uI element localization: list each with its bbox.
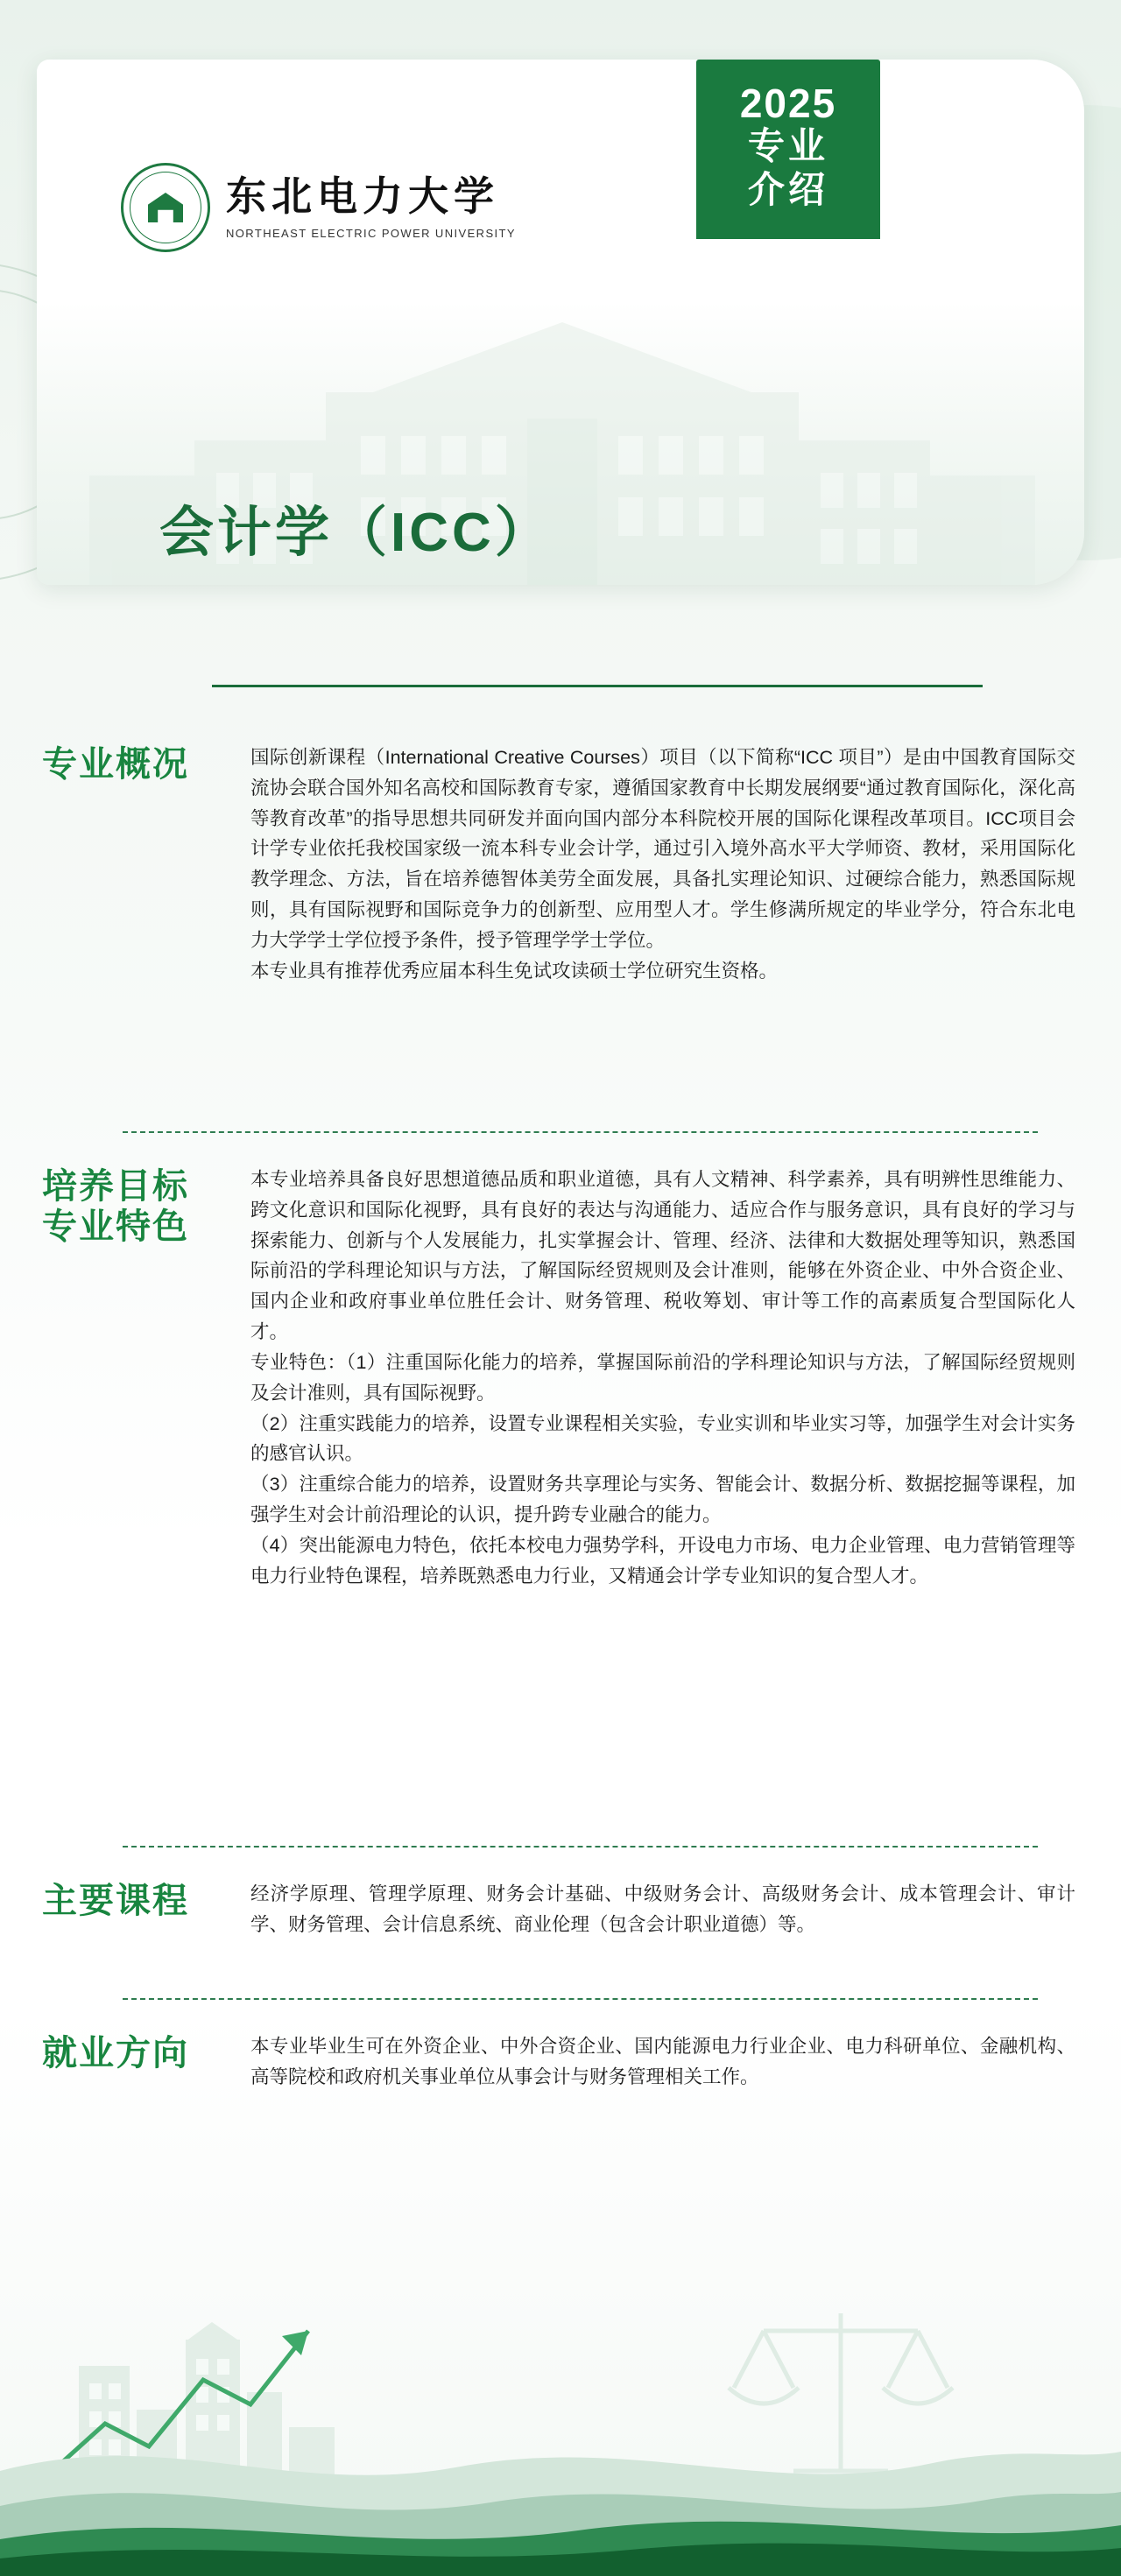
divider-1 [123, 1131, 1038, 1133]
section-body-courses [250, 1879, 1075, 1940]
ribbon-tail [696, 211, 880, 230]
section-title-line2: 专业特色 [42, 1207, 189, 1246]
university-seal-icon [121, 163, 210, 252]
paragraph: 本专业具有推荐优秀应届本科生免试攻读硕士学位研究生资格。 [250, 960, 779, 982]
paragraph: （4）突出能源电力特色，依托本校电力强势学科，开设电力市场、电力企业管理、电力营销管理等电力行业特色课程，培养既熟悉电力行业，又精通会计学专业知识的复合型人才。 [250, 1534, 1075, 1587]
section-body-employment [250, 2031, 1075, 2093]
section-courses [42, 1879, 1075, 1940]
footer-illustration [0, 2208, 1121, 2576]
page-title: 会计学（ICC） [159, 503, 553, 563]
paragraph: （3）注重综合能力的培养，设置财务共享理论与实务、智能会计、数据分析、数据挖掘等课程，加强学生对会计前沿理论的认识，提升跨专业融合的能力。 [250, 1474, 1075, 1526]
section-overview [42, 743, 1075, 987]
ribbon-line2: 介绍 [747, 168, 828, 210]
section-employment [42, 2031, 1075, 2093]
section-title-line1: 培养目标 [42, 1167, 189, 1206]
ribbon-year: 2025 [739, 81, 837, 126]
top-divider [212, 685, 983, 687]
scales-icon [729, 2313, 953, 2471]
section-title-employment: 就业方向 [42, 2034, 189, 2073]
paragraph: （2）注重实践能力的培养，设置专业课程相关实验，专业实训和毕业实习等，加强学生对会计实务的感官认识。 [250, 1412, 1075, 1465]
section-title-courses: 主要课程 [42, 1882, 189, 1920]
ribbon-line1: 专业 [747, 125, 828, 167]
university-name-en: NORTHEAST ELECTRIC POWER UNIVERSITY [226, 226, 516, 240]
paragraph: 专业特色：（1）注重国际化能力的培养，掌握国际前沿的学科理论知识与方法，了解国际经贸规则及会计准则，具有国际视野。 [250, 1351, 1075, 1404]
year-ribbon [696, 60, 880, 239]
paragraph: 经济学原理、管理学原理、财务会计基础、中级财务会计、高级财务会计、成本管理会计、审计学、财务管理、会计信息系统、商业伦理（包含会计职业道德）等。 [250, 1883, 1075, 1935]
divider-2 [123, 1846, 1038, 1848]
section-title-overview: 专业概况 [42, 745, 189, 784]
divider-3 [123, 1998, 1038, 2000]
section-body-goals [250, 1165, 1075, 1592]
university-name-cn: 东北电力大学 [226, 174, 499, 220]
section-goals [42, 1165, 1075, 1592]
paragraph: 本专业培养具备良好思想道德品质和职业道德，具有人文精神、科学素养，具有明辨性思维能力、跨文化意识和国际化视野，具有良好的表达与沟通能力、适应合作与服务意识，具有良好的学习与探索能力、创新与个人发展能力，扎实掌握会计、管理、经济、法律和大数据处理等知识，熟悉国际前沿的学科理论知识与方法，了解国际经贸规则及会计准则，能够在外资企业、中外合资企业、国内企业和政府事业单位胜任会计、财务管理、税收筹划、审计等工作的高素质复合型国际化人才。 [250, 1169, 1075, 1343]
paragraph: 国际创新课程（International Creative Courses）项目（以下简称“ICC 项目”）是由中国教育国际交流协会联合国外知名高校和国际教育专家，遵循国家教育中长期发展纲要“通过教育国际化，深化高等教育改革”的指导思想共同研发并面向国内部分本科院校开展的国际化课程改革项目。ICC项目会计学专业依托我校国家级一流本科专业会计学，通过引入境外高水平大学师资、教材，采用国际化教学理念、方法，旨在培养德智体美劳全面发展，具备扎实理论知识、过硬综合能力，熟悉国际规则，具有国际视野和国际竞争力的创新型、应用型人才。学生修满所规定的毕业学分，符合东北电力大学学士学位授予条件，授予管理学学士学位。 [250, 747, 1075, 951]
section-body-overview [250, 743, 1075, 987]
paragraph: 本专业毕业生可在外资企业、中外合资企业、国内能源电力行业企业、电力科研单位、金融机构、高等院校和政府机关事业单位从事会计与财务管理相关工作。 [250, 2036, 1075, 2087]
university-logo [121, 163, 516, 252]
section-title-goals [42, 1165, 250, 1247]
header-card [37, 60, 1084, 585]
